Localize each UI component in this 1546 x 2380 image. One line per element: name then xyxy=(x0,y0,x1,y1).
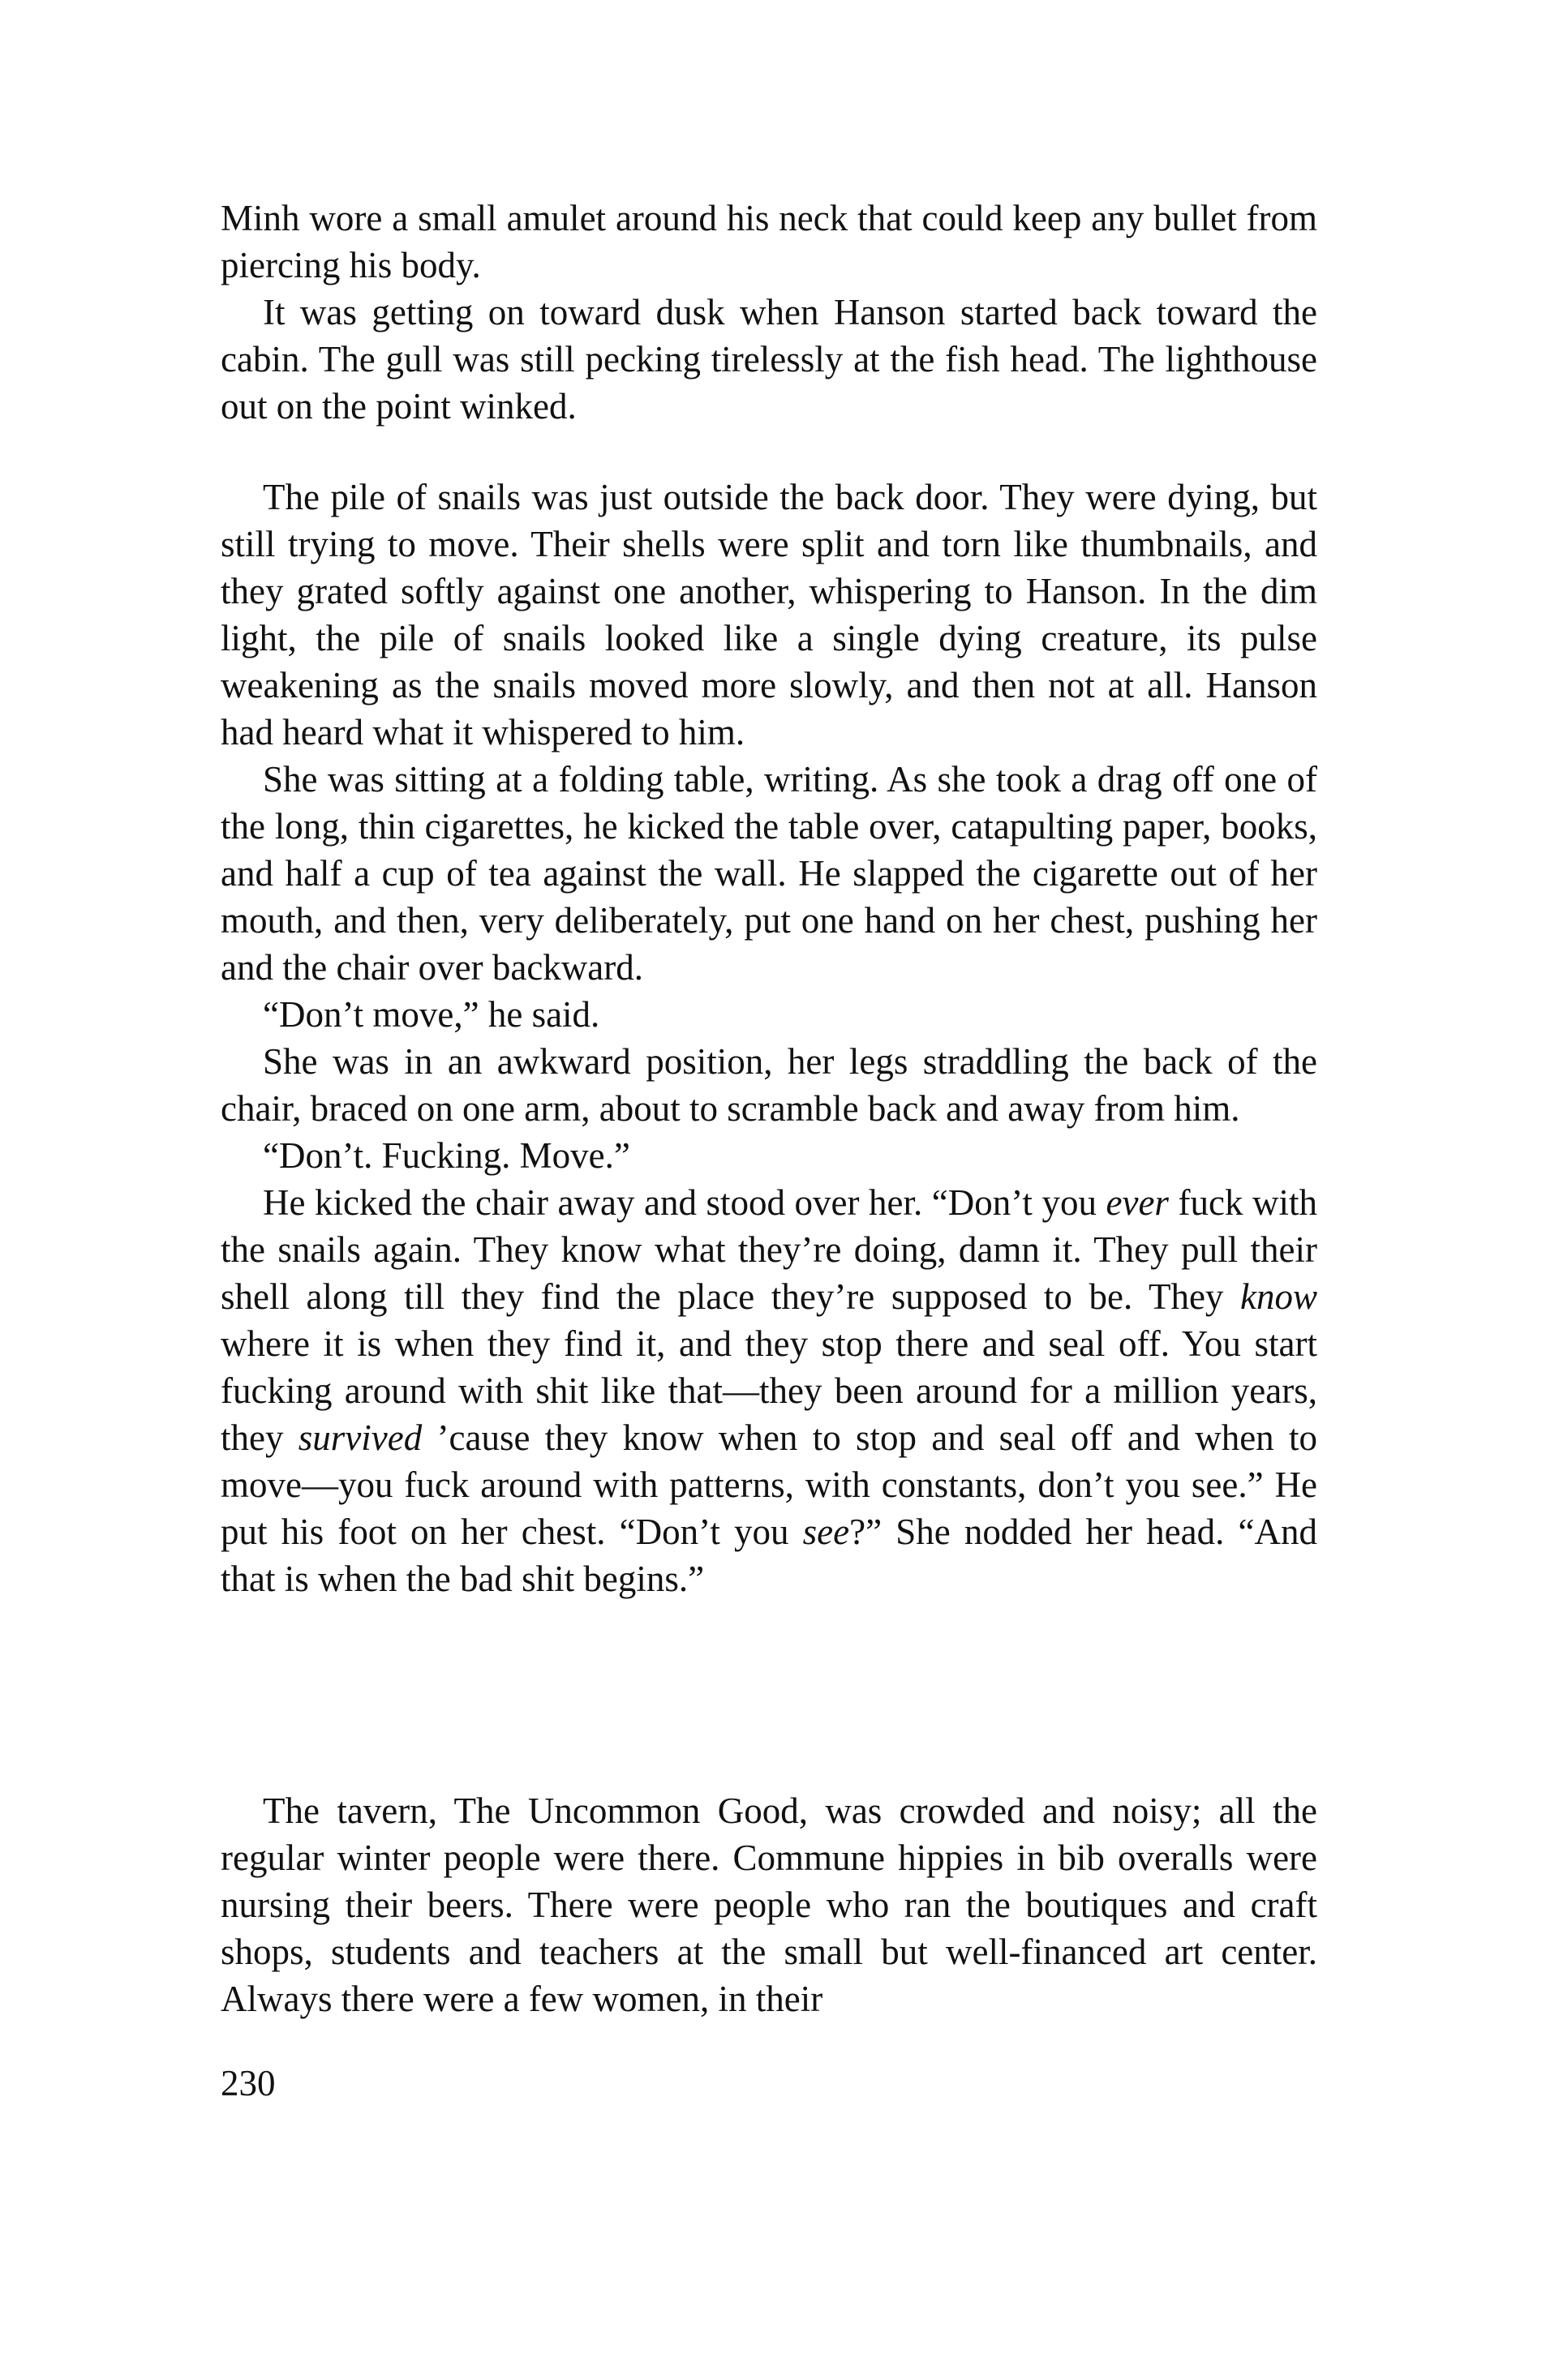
text-run: ?” She nodded her head. “And that is when the bad shit begins.” xyxy=(221,1512,1317,1599)
paragraph: She was sitting at a folding table, writing. As she took a drag off one of the long, thin cigarettes, he kicked the table over, catapulting paper, books, and half a cup of tea against the wall. He slapped the cigarette out of her mouth, and then, very deliberately, put one hand on her chest, pushing her and the chair over backward. xyxy=(221,759,1317,988)
text-section-2 xyxy=(221,474,1317,1602)
paragraph: “Don’t. Fucking. Move.” xyxy=(263,1135,630,1176)
paragraph: “Don’t move,” he said. xyxy=(263,994,600,1035)
paragraph: The pile of snails was just outside the back door. They were dying, but still trying to move. Their shells were split and torn like thumbnails, and they grated softly against one another, whispering to Hanson. In the dim light, the pile of snails looked like a single dying creature, its pulse weakening as the snails moved more slowly, and then not at all. Hanson had heard what it whispered to him. xyxy=(221,477,1317,753)
text-run: He kicked the chair away and stood over her. “Don’t you xyxy=(263,1182,1106,1223)
italic-know: know xyxy=(1240,1276,1317,1317)
text-run: where it is when they find it, and they stop there and seal off. You start fucking around with shit like that—they been around for a million years, they xyxy=(221,1323,1317,1458)
italic-ever: ever xyxy=(1106,1182,1169,1223)
paragraph: She was in an awkward position, her legs straddling the back of the chair, braced on one arm, about to scramble back and away from him. xyxy=(221,1041,1317,1129)
text-run: ’cause they know when to stop and seal off and when to move—you fuck around with patterns, with constants, don’t you see.” He put his foot on her chest. “Don’t you xyxy=(221,1417,1317,1552)
text-section-3 xyxy=(221,1787,1317,2022)
paragraph-snails-speech xyxy=(221,1179,1317,1602)
text-section-1 xyxy=(221,195,1317,430)
italic-survived: survived xyxy=(298,1417,423,1458)
paragraph: Minh wore a small amulet around his neck that could keep any bullet from piercing his body. xyxy=(221,198,1317,285)
paragraph: It was getting on toward dusk when Hanson started back toward the cabin. The gull was still pecking tirelessly at the fish head. The lighthouse out on the point winked. xyxy=(221,292,1317,427)
page-number: 230 xyxy=(221,2063,276,2103)
paragraph: The tavern, The Uncommon Good, was crowded and noisy; all the regular winter people were there. Commune hippies in bib overalls were nursing their beers. There were people who ran the boutiques and craft shops, students and teachers at the small but well-financed art center. Always there were a few women, in their xyxy=(221,1790,1317,2019)
text-run: fuck with the snails again. They know what they’re doing, damn it. They pull their shell along till they find the place they’re supposed to be. They xyxy=(221,1182,1317,1317)
italic-see: see xyxy=(802,1512,850,1552)
